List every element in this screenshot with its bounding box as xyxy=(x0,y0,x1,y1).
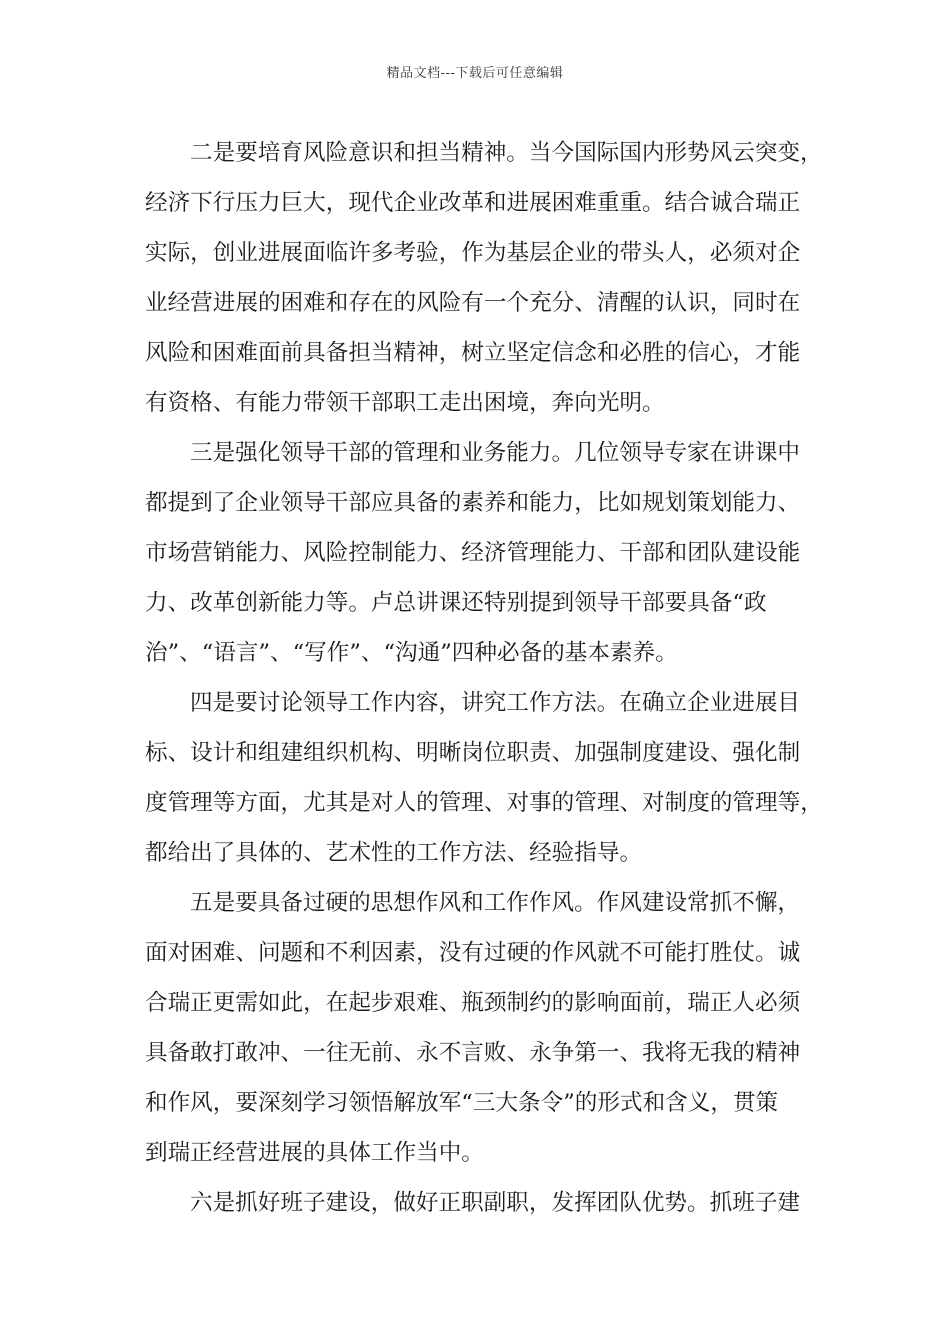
text-line: 二是要培育风险意识和担当精神。当今国际国内形势风云突变， xyxy=(190,140,823,166)
text-line: 标、设计和组建组织机构、明晰岗位职责、加强制度建设、强化制 xyxy=(145,740,801,766)
page-header: 精品文档---下载后可任意编辑 xyxy=(386,66,564,81)
text-line: 有资格、有能力带领干部职工走出困境，奔向光明。 xyxy=(145,390,665,416)
text-line: 都给出了具体的、艺术性的工作方法、经验指导。 xyxy=(145,840,643,866)
text-line: 风险和困难面前具备担当精神，树立坚定信念和必胜的信心，才能 xyxy=(145,340,801,366)
text-line: 实际，创业进展面临许多考验，作为基层企业的带头人，必须对企 xyxy=(145,240,801,266)
text-line: 五是要具备过硬的思想作风和工作作风。作风建设常抓不懈， xyxy=(190,890,801,916)
text-line: 经济下行压力巨大，现代企业改革和进展困难重重。结合诚合瑞正 xyxy=(145,190,801,216)
text-line: 三是强化领导干部的管理和业务能力。几位领导专家在讲课中 xyxy=(190,440,801,466)
text-line: 六是抓好班子建设，做好正职副职，发挥团队优势。抓班子建 xyxy=(190,1190,801,1216)
text-line: 合瑞正更需如此，在起步艰难、瓶颈制约的影响面前，瑞正人必须 xyxy=(145,990,801,1016)
text-line: 都提到了企业领导干部应具备的素养和能力，比如规划策划能力、 xyxy=(145,490,801,516)
text-line: 具备敢打敢冲、一往无前、永不言败、永争第一、我将无我的精神 xyxy=(145,1040,801,1066)
text-line: 到瑞正经营进展的具体工作当中。 xyxy=(145,1140,484,1166)
document-body xyxy=(145,128,823,1228)
text-line: 度管理等方面，尤其是对人的管理、对事的管理、对制度的管理等， xyxy=(145,790,823,816)
text-line: 面对困难、问题和不利因素，没有过硬的作风就不可能打胜仗。诚 xyxy=(145,940,801,966)
text-line: 市场营销能力、风险控制能力、经济管理能力、干部和团队建设能 xyxy=(145,540,801,566)
text-line: 业经营进展的困难和存在的风险有一个充分、清醒的认识，同时在 xyxy=(145,290,801,316)
text-line: 四是要讨论领导工作内容，讲究工作方法。在确立企业进展目 xyxy=(190,690,801,716)
text-line: 治”、“语言”、“写作”、“沟通”四种必备的基本素养。 xyxy=(145,640,678,666)
text-line: 和作风，要深刻学习领悟解放军“三大条令”的形式和含义，贯策 xyxy=(145,1090,779,1116)
text-line: 力、改革创新能力等。卢总讲课还特别提到领导干部要具备“政 xyxy=(145,590,767,616)
